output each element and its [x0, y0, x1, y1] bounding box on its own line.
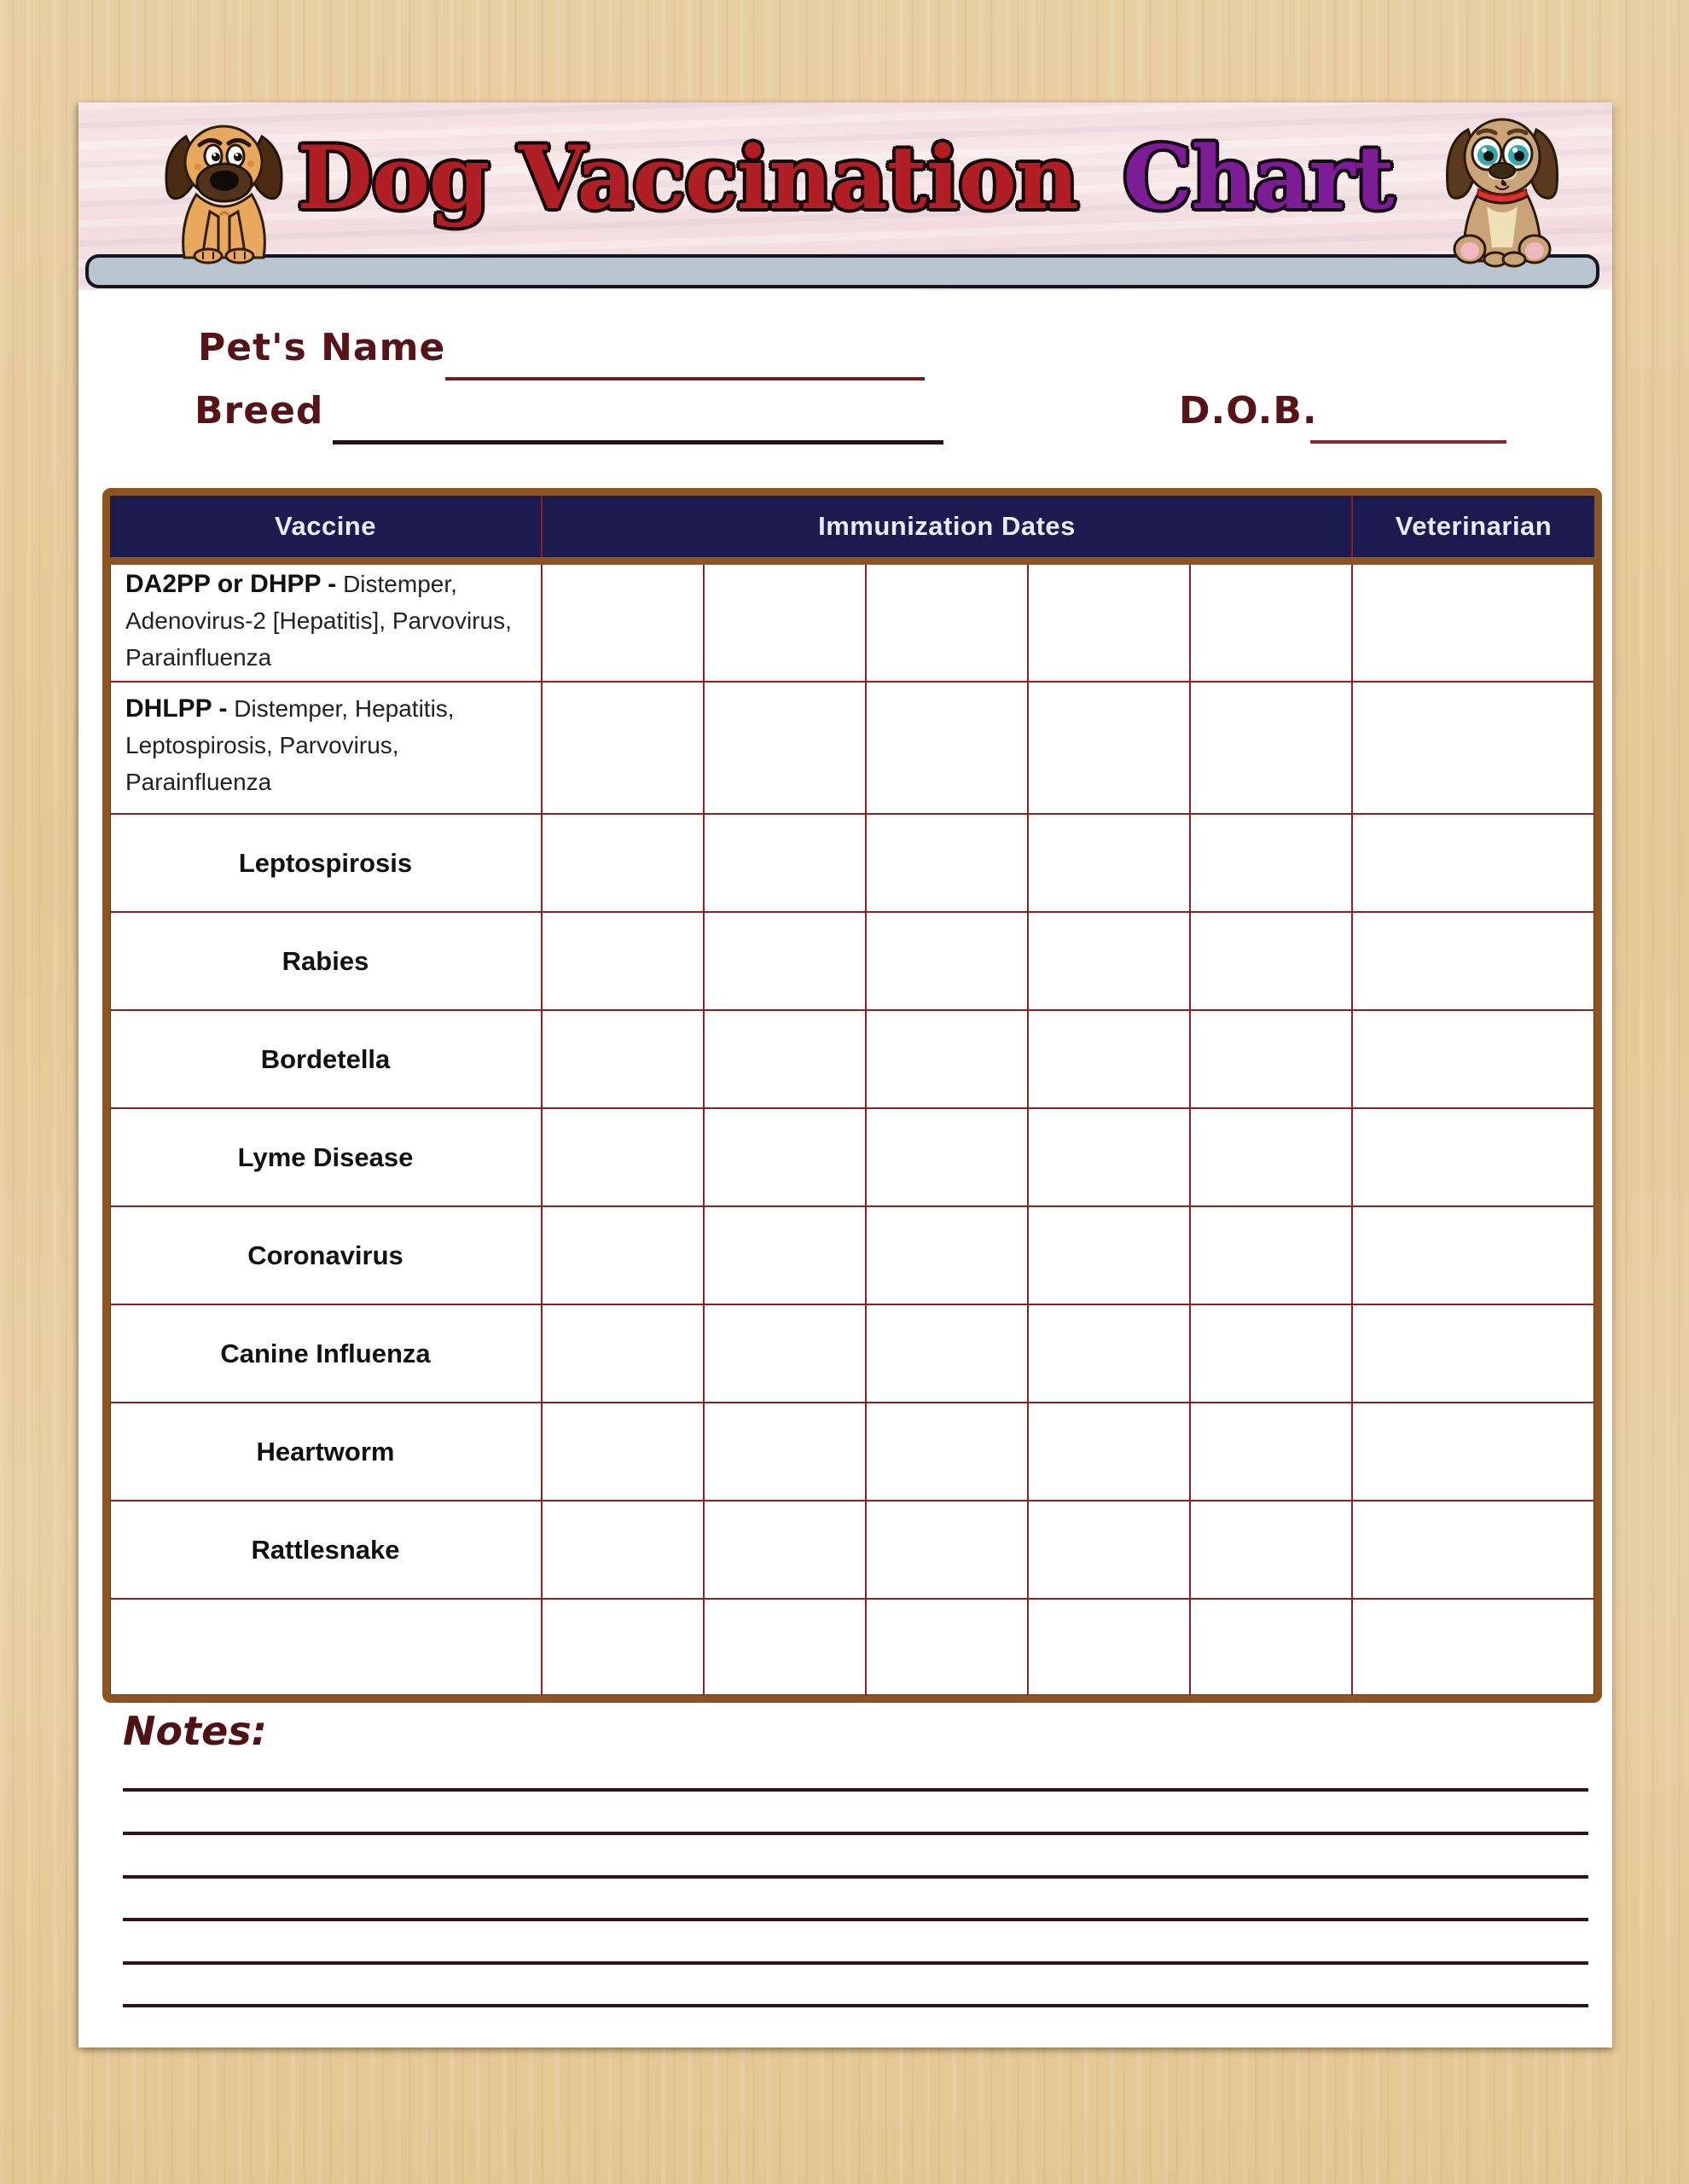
immunization-date-cell	[1027, 1502, 1189, 1598]
breed-blank-line	[333, 440, 943, 444]
page-title-secondary: Chart	[1123, 127, 1394, 229]
immunization-date-cell	[703, 1011, 865, 1107]
table-row	[110, 1598, 1594, 1695]
immunization-date-cell	[1189, 1109, 1351, 1205]
immunization-date-cell	[541, 1305, 703, 1402]
vaccine-name: Rabies	[282, 945, 369, 976]
immunization-date-cell	[1189, 815, 1351, 911]
notes-blank-line	[123, 1918, 1588, 1921]
veterinarian-cell	[1351, 1305, 1594, 1402]
vaccine-name: Leptospirosis	[238, 847, 413, 878]
immunization-date-cell	[703, 1207, 865, 1304]
immunization-date-cell	[541, 565, 703, 682]
document-page	[78, 102, 1612, 2048]
vaccine-name-cell	[110, 1502, 541, 1598]
table-header-row	[110, 496, 1594, 565]
immunization-date-cell	[541, 913, 703, 1009]
veterinarian-cell	[1351, 1600, 1594, 1695]
immunization-date-cell	[541, 1502, 703, 1598]
immunization-date-cell	[703, 1600, 865, 1695]
immunization-date-cell	[703, 815, 865, 911]
immunization-date-cell	[703, 913, 865, 1009]
notes-label: Notes:	[123, 1708, 268, 1754]
vaccine-name: DHLPP -	[125, 694, 228, 723]
table-row	[110, 1304, 1594, 1402]
page-title	[78, 127, 1612, 229]
immunization-date-cell	[1027, 565, 1189, 682]
immunization-date-cell	[1027, 1305, 1189, 1402]
immunization-date-cell	[1189, 682, 1351, 813]
immunization-date-cell	[1189, 565, 1351, 682]
immunization-date-cell	[865, 1403, 1027, 1500]
immunization-date-cell	[703, 565, 865, 682]
immunization-date-cell	[865, 682, 1027, 813]
table-row	[110, 681, 1594, 813]
immunization-date-cell	[541, 1109, 703, 1205]
veterinarian-cell	[1351, 913, 1594, 1009]
veterinarian-cell	[1351, 1403, 1594, 1500]
vaccine-name-cell	[110, 682, 541, 813]
page-title-primary: Dog Vaccination	[297, 127, 1078, 229]
immunization-date-cell	[1027, 1207, 1189, 1304]
veterinarian-cell	[1351, 815, 1594, 911]
column-header-immunization-dates: Immunization Dates	[541, 496, 1351, 557]
vaccine-name: Coronavirus	[247, 1240, 403, 1270]
table-row	[110, 911, 1594, 1009]
vaccination-table	[102, 488, 1602, 1703]
immunization-date-cell	[865, 1207, 1027, 1304]
breed-label: Breed	[194, 389, 324, 433]
vaccine-description: Distemper, Adenovirus-2 [Hepatitis], Parvovirus, Parainfluenza	[125, 571, 512, 671]
immunization-date-cell	[703, 682, 865, 813]
table-body	[110, 565, 1594, 1695]
immunization-date-cell	[1027, 682, 1189, 813]
right-dog-icon	[1431, 107, 1574, 271]
immunization-date-cell	[703, 1403, 865, 1500]
banner-base-bar	[85, 254, 1599, 288]
immunization-date-cell	[1027, 913, 1189, 1009]
immunization-date-cell	[703, 1305, 865, 1402]
title-banner	[78, 102, 1612, 290]
immunization-date-cell	[541, 1403, 703, 1500]
immunization-date-cell	[1027, 1403, 1189, 1500]
vaccine-name-cell	[110, 1600, 541, 1695]
immunization-date-cell	[703, 1109, 865, 1205]
immunization-date-cell	[541, 815, 703, 911]
pet-name-blank-line	[445, 377, 925, 380]
dob-blank-line	[1310, 440, 1506, 444]
immunization-date-cell	[1027, 1109, 1189, 1205]
immunization-date-cell	[1189, 1403, 1351, 1500]
immunization-date-cell	[865, 1502, 1027, 1598]
immunization-date-cell	[1189, 1502, 1351, 1598]
immunization-date-cell	[1189, 1011, 1351, 1107]
notes-blank-line	[123, 1875, 1588, 1879]
immunization-date-cell	[1027, 1011, 1189, 1107]
vaccine-name-cell	[110, 815, 541, 911]
table-row	[110, 1205, 1594, 1304]
table-row	[110, 813, 1594, 911]
notes-blank-line	[123, 1961, 1588, 1965]
column-header-vaccine: Vaccine	[275, 511, 376, 541]
vaccine-name: DA2PP or DHPP -	[125, 570, 337, 598]
immunization-date-cell	[1189, 1305, 1351, 1402]
veterinarian-cell	[1351, 1109, 1594, 1205]
immunization-date-cell	[541, 1011, 703, 1107]
dob-label: D.O.B.	[1179, 389, 1318, 433]
vaccine-name-cell	[110, 1305, 541, 1402]
immunization-date-cell	[1027, 815, 1189, 911]
column-header-veterinarian: Veterinarian	[1351, 496, 1594, 557]
vaccine-description: Distemper, Hepatitis, Leptospirosis, Parvovirus, Parainfluenza	[125, 695, 455, 795]
table-row	[110, 1500, 1594, 1598]
vaccine-name-cell	[110, 1011, 541, 1107]
vaccine-name: Lyme Disease	[237, 1141, 414, 1172]
left-dog-icon	[154, 111, 294, 264]
immunization-date-cell	[865, 913, 1027, 1009]
notes-blank-line	[123, 2004, 1588, 2007]
vaccine-name: Heartworm	[256, 1436, 395, 1467]
table-row	[110, 1009, 1594, 1107]
table-row	[110, 1402, 1594, 1500]
veterinarian-cell	[1351, 1502, 1594, 1598]
immunization-date-cell	[865, 1109, 1027, 1205]
immunization-date-cell	[865, 1600, 1027, 1695]
vaccine-name: Rattlesnake	[251, 1534, 400, 1565]
pet-name-label: Pet's Name	[198, 326, 446, 369]
vaccine-name-cell	[110, 1207, 541, 1304]
vaccine-name-cell	[110, 1403, 541, 1500]
table-row	[110, 565, 1594, 681]
immunization-date-cell	[541, 1600, 703, 1695]
vaccine-name-cell	[110, 565, 541, 682]
vaccine-name-cell	[110, 1109, 541, 1205]
veterinarian-cell	[1351, 1011, 1594, 1107]
veterinarian-cell	[1351, 565, 1594, 682]
immunization-date-cell	[541, 682, 703, 813]
veterinarian-cell	[1351, 682, 1594, 813]
immunization-date-cell	[1027, 1600, 1189, 1695]
notes-blank-line	[123, 1788, 1588, 1792]
vaccine-name: Bordetella	[260, 1043, 391, 1074]
immunization-date-cell	[1189, 913, 1351, 1009]
immunization-date-cell	[703, 1502, 865, 1598]
immunization-date-cell	[1189, 1207, 1351, 1304]
vaccine-name-cell	[110, 913, 541, 1009]
table-row	[110, 1107, 1594, 1205]
veterinarian-cell	[1351, 1207, 1594, 1304]
immunization-date-cell	[865, 815, 1027, 911]
immunization-date-cell	[541, 1207, 703, 1304]
immunization-date-cell	[865, 1305, 1027, 1402]
immunization-date-cell	[865, 1011, 1027, 1107]
immunization-date-cell	[1189, 1600, 1351, 1695]
notes-blank-line	[123, 1832, 1588, 1835]
vaccine-name: Canine Influenza	[220, 1338, 431, 1368]
immunization-date-cell	[865, 565, 1027, 682]
